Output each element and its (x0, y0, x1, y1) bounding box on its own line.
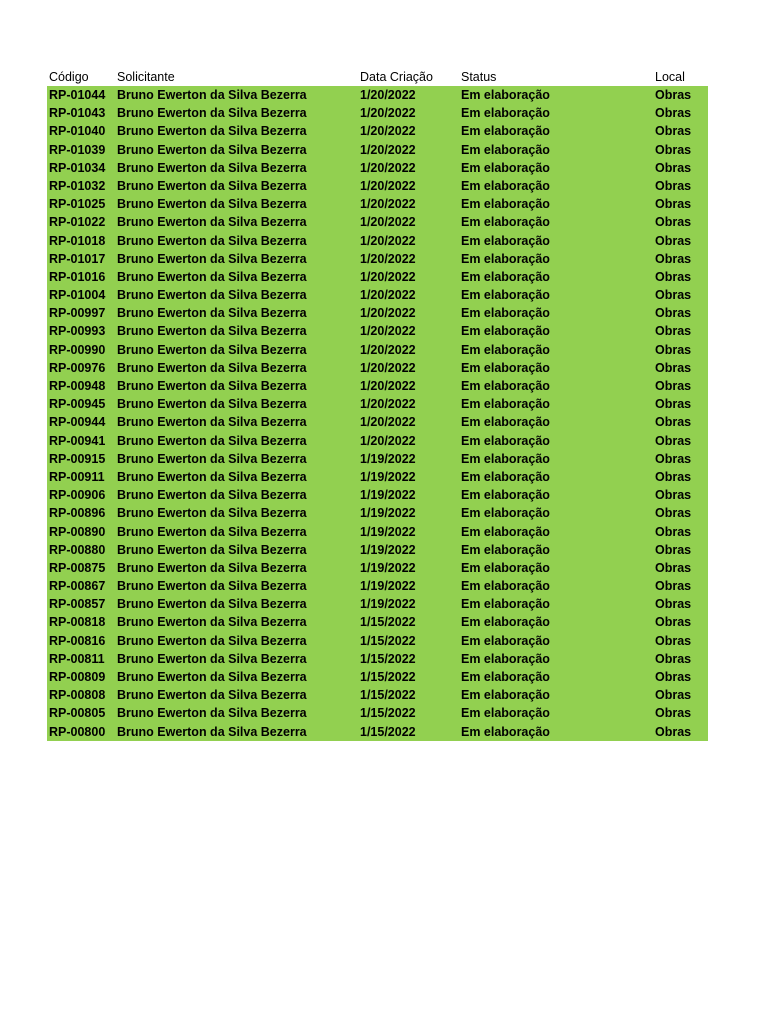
cell-codigo: RP-01018 (49, 233, 106, 248)
cell-local: Obras (655, 706, 692, 721)
cell-solicitante: Bruno Ewerton da Silva Bezerra (117, 633, 307, 648)
cell-codigo: RP-01004 (49, 288, 106, 303)
cell-local: Obras (655, 542, 692, 557)
cell-local: Obras (655, 269, 692, 284)
cell-data-criacao: 1/20/2022 (360, 360, 416, 375)
cell-local: Obras (655, 579, 692, 594)
cell-data-criacao: 1/19/2022 (360, 451, 416, 466)
cell-status: Em elaboração (461, 142, 550, 157)
table-row (47, 704, 708, 722)
cell-codigo: RP-00857 (49, 597, 106, 612)
cell-data-criacao: 1/15/2022 (360, 615, 416, 630)
cell-status: Em elaboração (461, 615, 550, 630)
header-data-criacao: Data Criação (360, 70, 433, 84)
cell-local: Obras (655, 106, 692, 121)
cell-local: Obras (655, 288, 692, 303)
cell-local: Obras (655, 670, 692, 684)
cell-data-criacao: 1/20/2022 (360, 88, 416, 102)
cell-status: Em elaboração (461, 106, 550, 121)
cell-codigo: RP-00997 (49, 306, 106, 321)
cell-data-criacao: 1/20/2022 (360, 215, 416, 230)
cell-local: Obras (655, 724, 692, 739)
table-row (47, 523, 708, 541)
cell-data-criacao: 1/20/2022 (360, 433, 416, 448)
cell-local: Obras (655, 342, 692, 357)
table-row (47, 541, 708, 559)
table-row (47, 723, 708, 741)
cell-status: Em elaboração (461, 633, 550, 648)
cell-status: Em elaboração (461, 542, 550, 557)
cell-solicitante: Bruno Ewerton da Silva Bezerra (117, 651, 307, 666)
table-row (47, 322, 708, 340)
table-row (47, 468, 708, 486)
cell-solicitante: Bruno Ewerton da Silva Bezerra (117, 269, 307, 284)
cell-data-criacao: 1/20/2022 (360, 324, 416, 339)
table-row (47, 595, 708, 613)
table-row (47, 213, 708, 231)
cell-status: Em elaboração (461, 306, 550, 321)
cell-status: Em elaboração (461, 178, 550, 193)
cell-codigo: RP-01044 (49, 88, 106, 102)
cell-data-criacao: 1/19/2022 (360, 597, 416, 612)
cell-codigo: RP-00805 (49, 706, 106, 721)
cell-codigo: RP-00808 (49, 688, 106, 703)
table-row (47, 341, 708, 359)
cell-status: Em elaboração (461, 397, 550, 412)
cell-solicitante: Bruno Ewerton da Silva Bezerra (117, 560, 307, 575)
header-local: Local (655, 70, 685, 84)
table-row (47, 86, 708, 104)
cell-local: Obras (655, 415, 692, 430)
cell-codigo: RP-00809 (49, 670, 106, 684)
cell-solicitante: Bruno Ewerton da Silva Bezerra (117, 233, 307, 248)
table-row (47, 577, 708, 595)
cell-status: Em elaboração (461, 215, 550, 230)
cell-status: Em elaboração (461, 469, 550, 484)
cell-codigo: RP-00818 (49, 615, 106, 630)
cell-data-criacao: 1/19/2022 (360, 506, 416, 521)
table-row (47, 141, 708, 159)
cell-data-criacao: 1/20/2022 (360, 269, 416, 284)
cell-codigo: RP-00944 (49, 415, 106, 430)
cell-status: Em elaboração (461, 324, 550, 339)
cell-data-criacao: 1/20/2022 (360, 397, 416, 412)
table-row (47, 232, 708, 250)
cell-data-criacao: 1/19/2022 (360, 560, 416, 575)
cell-data-criacao: 1/20/2022 (360, 306, 416, 321)
cell-codigo: RP-00890 (49, 524, 106, 539)
cell-data-criacao: 1/20/2022 (360, 233, 416, 248)
cell-data-criacao: 1/20/2022 (360, 251, 416, 266)
cell-local: Obras (655, 251, 692, 266)
cell-solicitante: Bruno Ewerton da Silva Bezerra (117, 488, 307, 503)
cell-data-criacao: 1/20/2022 (360, 178, 416, 193)
cell-local: Obras (655, 397, 692, 412)
cell-codigo: RP-00800 (49, 724, 106, 739)
table-row (47, 304, 708, 322)
cell-local: Obras (655, 379, 692, 393)
cell-local: Obras (655, 615, 692, 630)
cell-codigo: RP-01016 (49, 269, 106, 284)
cell-solicitante: Bruno Ewerton da Silva Bezerra (117, 597, 307, 612)
cell-status: Em elaboração (461, 288, 550, 303)
cell-data-criacao: 1/20/2022 (360, 106, 416, 121)
table-header (47, 68, 708, 86)
cell-data-criacao: 1/20/2022 (360, 415, 416, 430)
cell-local: Obras (655, 215, 692, 230)
table-row (47, 268, 708, 286)
cell-codigo: RP-00911 (49, 469, 105, 484)
cell-data-criacao: 1/19/2022 (360, 469, 416, 484)
cell-local: Obras (655, 197, 692, 212)
cell-local: Obras (655, 506, 692, 521)
cell-codigo: RP-00896 (49, 506, 106, 521)
cell-status: Em elaboração (461, 88, 550, 102)
cell-status: Em elaboração (461, 233, 550, 248)
cell-codigo: RP-01040 (49, 124, 106, 139)
cell-data-criacao: 1/19/2022 (360, 524, 416, 539)
table-row (47, 486, 708, 504)
cell-status: Em elaboração (461, 670, 550, 684)
table-row (47, 250, 708, 268)
cell-status: Em elaboração (461, 360, 550, 375)
cell-data-criacao: 1/15/2022 (360, 670, 416, 684)
table-row (47, 650, 708, 668)
header-codigo: Código (49, 70, 89, 84)
table-row (47, 432, 708, 450)
cell-status: Em elaboração (461, 433, 550, 448)
cell-solicitante: Bruno Ewerton da Silva Bezerra (117, 397, 307, 412)
table-row (47, 159, 708, 177)
cell-solicitante: Bruno Ewerton da Silva Bezerra (117, 379, 307, 393)
cell-status: Em elaboração (461, 451, 550, 466)
table-row (47, 286, 708, 304)
cell-local: Obras (655, 688, 692, 703)
table-row (47, 668, 708, 686)
table-row (47, 504, 708, 522)
cell-status: Em elaboração (461, 251, 550, 266)
cell-solicitante: Bruno Ewerton da Silva Bezerra (117, 724, 307, 739)
cell-codigo: RP-00880 (49, 542, 106, 557)
cell-status: Em elaboração (461, 524, 550, 539)
cell-codigo: RP-00906 (49, 488, 106, 503)
cell-codigo: RP-00976 (49, 360, 106, 375)
cell-solicitante: Bruno Ewerton da Silva Bezerra (117, 524, 307, 539)
cell-data-criacao: 1/15/2022 (360, 706, 416, 721)
cell-codigo: RP-00941 (49, 433, 106, 448)
cell-local: Obras (655, 160, 692, 175)
cell-codigo: RP-00816 (49, 633, 106, 648)
cell-local: Obras (655, 142, 692, 157)
cell-codigo: RP-00867 (49, 579, 106, 594)
cell-solicitante: Bruno Ewerton da Silva Bezerra (117, 178, 307, 193)
cell-solicitante: Bruno Ewerton da Silva Bezerra (117, 124, 307, 139)
table-row (47, 559, 708, 577)
cell-solicitante: Bruno Ewerton da Silva Bezerra (117, 288, 307, 303)
cell-status: Em elaboração (461, 342, 550, 357)
table-row (47, 359, 708, 377)
cell-solicitante: Bruno Ewerton da Silva Bezerra (117, 688, 307, 703)
cell-data-criacao: 1/19/2022 (360, 488, 416, 503)
cell-codigo: RP-01022 (49, 215, 106, 230)
cell-data-criacao: 1/20/2022 (360, 197, 416, 212)
table-row (47, 122, 708, 140)
cell-local: Obras (655, 451, 692, 466)
cell-status: Em elaboração (461, 688, 550, 703)
cell-codigo: RP-00945 (49, 397, 106, 412)
cell-local: Obras (655, 633, 692, 648)
cell-solicitante: Bruno Ewerton da Silva Bezerra (117, 415, 307, 430)
cell-solicitante: Bruno Ewerton da Silva Bezerra (117, 160, 307, 175)
cell-data-criacao: 1/19/2022 (360, 542, 416, 557)
cell-data-criacao: 1/15/2022 (360, 688, 416, 703)
cell-data-criacao: 1/20/2022 (360, 379, 416, 393)
cell-local: Obras (655, 178, 692, 193)
cell-status: Em elaboração (461, 651, 550, 666)
cell-solicitante: Bruno Ewerton da Silva Bezerra (117, 360, 307, 375)
cell-codigo: RP-01017 (49, 251, 106, 266)
cell-solicitante: Bruno Ewerton da Silva Bezerra (117, 579, 307, 594)
cell-local: Obras (655, 597, 692, 612)
cell-codigo: RP-01043 (49, 106, 106, 121)
cell-status: Em elaboração (461, 124, 550, 139)
cell-solicitante: Bruno Ewerton da Silva Bezerra (117, 142, 307, 157)
cell-status: Em elaboração (461, 724, 550, 739)
cell-solicitante: Bruno Ewerton da Silva Bezerra (117, 506, 307, 521)
spreadsheet-table (47, 68, 708, 741)
cell-solicitante: Bruno Ewerton da Silva Bezerra (117, 615, 307, 630)
cell-data-criacao: 1/20/2022 (360, 288, 416, 303)
cell-solicitante: Bruno Ewerton da Silva Bezerra (117, 106, 307, 121)
cell-data-criacao: 1/15/2022 (360, 651, 416, 666)
table-row (47, 613, 708, 631)
cell-solicitante: Bruno Ewerton da Silva Bezerra (117, 88, 307, 102)
cell-codigo: RP-01025 (49, 197, 106, 212)
cell-solicitante: Bruno Ewerton da Silva Bezerra (117, 215, 307, 230)
cell-data-criacao: 1/20/2022 (360, 124, 416, 139)
cell-solicitante: Bruno Ewerton da Silva Bezerra (117, 251, 307, 266)
cell-codigo: RP-00915 (49, 451, 106, 466)
cell-solicitante: Bruno Ewerton da Silva Bezerra (117, 706, 307, 721)
cell-status: Em elaboração (461, 488, 550, 503)
cell-local: Obras (655, 124, 692, 139)
cell-codigo: RP-01032 (49, 178, 106, 193)
table-row (47, 377, 708, 395)
cell-local: Obras (655, 324, 692, 339)
cell-solicitante: Bruno Ewerton da Silva Bezerra (117, 342, 307, 357)
cell-status: Em elaboração (461, 197, 550, 212)
cell-status: Em elaboração (461, 506, 550, 521)
cell-solicitante: Bruno Ewerton da Silva Bezerra (117, 542, 307, 557)
cell-codigo: RP-00990 (49, 342, 106, 357)
cell-local: Obras (655, 233, 692, 248)
cell-local: Obras (655, 306, 692, 321)
cell-local: Obras (655, 560, 692, 575)
cell-status: Em elaboração (461, 160, 550, 175)
cell-codigo: RP-00811 (49, 651, 105, 666)
cell-local: Obras (655, 360, 692, 375)
table-row (47, 632, 708, 650)
table-row (47, 413, 708, 431)
cell-solicitante: Bruno Ewerton da Silva Bezerra (117, 433, 307, 448)
cell-codigo: RP-01039 (49, 142, 106, 157)
table-body (47, 86, 708, 741)
cell-solicitante: Bruno Ewerton da Silva Bezerra (117, 306, 307, 321)
table-row (47, 686, 708, 704)
cell-solicitante: Bruno Ewerton da Silva Bezerra (117, 469, 307, 484)
table-row (47, 450, 708, 468)
cell-local: Obras (655, 651, 692, 666)
cell-data-criacao: 1/15/2022 (360, 633, 416, 648)
cell-codigo: RP-00993 (49, 324, 106, 339)
table-row (47, 195, 708, 213)
cell-status: Em elaboração (461, 269, 550, 284)
header-solicitante: Solicitante (117, 70, 175, 84)
cell-status: Em elaboração (461, 706, 550, 721)
cell-codigo: RP-00875 (49, 560, 106, 575)
header-status: Status (461, 70, 497, 84)
cell-solicitante: Bruno Ewerton da Silva Bezerra (117, 670, 307, 684)
cell-codigo: RP-00948 (49, 379, 106, 393)
table-row (47, 395, 708, 413)
cell-status: Em elaboração (461, 579, 550, 594)
cell-solicitante: Bruno Ewerton da Silva Bezerra (117, 451, 307, 466)
cell-status: Em elaboração (461, 379, 550, 393)
cell-local: Obras (655, 524, 692, 539)
cell-data-criacao: 1/15/2022 (360, 724, 416, 739)
table-row (47, 104, 708, 122)
cell-data-criacao: 1/20/2022 (360, 342, 416, 357)
cell-status: Em elaboração (461, 560, 550, 575)
cell-local: Obras (655, 488, 692, 503)
cell-local: Obras (655, 469, 692, 484)
cell-solicitante: Bruno Ewerton da Silva Bezerra (117, 324, 307, 339)
cell-codigo: RP-01034 (49, 160, 106, 175)
cell-status: Em elaboração (461, 597, 550, 612)
table-row (47, 177, 708, 195)
cell-data-criacao: 1/20/2022 (360, 142, 416, 157)
cell-solicitante: Bruno Ewerton da Silva Bezerra (117, 197, 307, 212)
cell-status: Em elaboração (461, 415, 550, 430)
cell-data-criacao: 1/19/2022 (360, 579, 416, 594)
cell-local: Obras (655, 433, 692, 448)
cell-data-criacao: 1/20/2022 (360, 160, 416, 175)
cell-local: Obras (655, 88, 692, 102)
